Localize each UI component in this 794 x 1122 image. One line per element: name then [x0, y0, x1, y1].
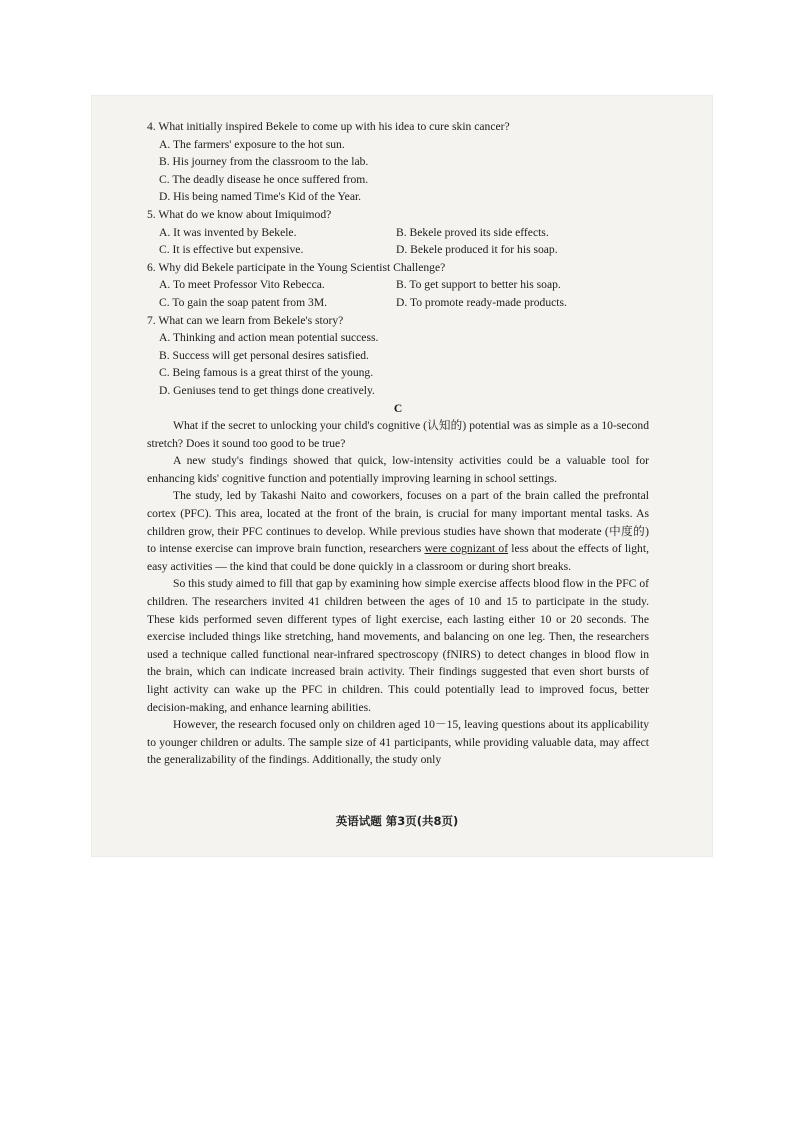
question-6-option-b: B. To get support to better his soap. — [396, 278, 561, 292]
question-4-option-b: B. His journey from the classroom to the lab. — [159, 155, 369, 169]
question-5-option-b: B. Bekele proved its side effects. — [396, 225, 549, 239]
question-7-option-a: A. Thinking and action mean potential success. — [159, 331, 379, 345]
passage-paragraph-4: So this study aimed to fill that gap by examining how simple exercise affects blood flow in the PFC of children. The researchers invited 41 children between the ages of 10 and 15 to participate in the study. These kids performed seven different types of light exercise, each lasting either 10 or 20 seconds. The exercise included things like stretching, hand movements, and balancing on one leg. Then, the researchers used a technique called functional near-infrared spectroscopy (fNIRS) to detect changes in blood flow in the brain, which can indicate increased brain activity. Their findings suggested that even short bursts of light activity can wake up the PFC in children. This could potentially lead to improved focus, better decision-making, and enhance learning abilities. — [147, 577, 649, 714]
page-footer: 英语试题 第3页(共8页) — [335, 814, 459, 828]
question-6-option-c: C. To gain the soap patent from 3M. — [159, 295, 328, 309]
question-7-option-b: B. Success will get personal desires satisfied. — [159, 348, 369, 362]
question-5-options-row-2 — [159, 241, 649, 259]
question-6-options-row-2 — [159, 294, 649, 312]
question-6-stem: 6. Why did Bekele participate in the Young Scientist Challenge? — [147, 260, 446, 274]
passage-paragraph-5: However, the research focused only on children aged 10－15, leaving questions about its applicability to younger children or adults. The sample size of 41 participants, while providing valuable data, may affect the generalizability of the findings. Additionally, the study only — [147, 718, 649, 767]
question-6-options-row-1 — [159, 276, 649, 294]
question-5-option-d: D. Bekele produced it for his soap. — [396, 243, 558, 257]
section-c-heading: C — [393, 401, 403, 415]
passage-paragraph-3-text: The study, led by Takashi Naito and coworkers, focuses on a part of the brain called the prefrontal cortex (PFC). This area, located at the front of the brain, is crucial for many important mental tasks. As children grow, their PFC continues to develop. While previous studies have shown that moderate (中度的) to intense exercise can improve brain function, researchers — [147, 489, 649, 556]
question-4-option-d: D. His being named Time's Kid of the Year. — [159, 190, 362, 204]
question-6-option-a: A. To meet Professor Vito Rebecca. — [159, 278, 325, 292]
question-5-option-c: C. It is effective but expensive. — [159, 243, 304, 257]
question-4-option-a: A. The farmers' exposure to the hot sun. — [159, 137, 345, 151]
question-5-option-a: A. It was invented by Bekele. — [159, 225, 297, 239]
question-7-option-d: D. Geniuses tend to get things done creatively. — [159, 383, 375, 397]
passage-paragraph-3-end: less about the effects of light, easy activities — the kind that could be done quickly in a classroom or during short breaks. — [147, 542, 649, 573]
question-5-stem: 5. What do we know about Imiquimod? — [147, 207, 332, 221]
question-4-option-c: C. The deadly disease he once suffered from. — [159, 172, 369, 186]
question-5-options-row-1 — [159, 224, 649, 242]
question-7-stem: 7. What can we learn from Bekele's story? — [147, 313, 344, 327]
question-4-stem: 4. What initially inspired Bekele to come up with his idea to cure skin cancer? — [147, 120, 510, 133]
passage-paragraph-1: What if the secret to unlocking your child's cognitive (认知的) potential was as simple as a 10-second stretch? Does it sound too good to be true? — [147, 419, 649, 450]
passage-paragraph-3 — [147, 487, 649, 575]
passage-paragraph-2: A new study's findings showed that quick, low-intensity activities could be a valuable tool for enhancing kids' cognitive function and potentially improving learning in school settings. — [147, 454, 649, 485]
question-7-option-c: C. Being famous is a great thirst of the young. — [159, 366, 374, 380]
underlined-phrase: were cognizant of — [424, 542, 509, 556]
exam-page-content — [147, 118, 649, 769]
question-6-option-d: D. To promote ready-made products. — [396, 295, 567, 309]
